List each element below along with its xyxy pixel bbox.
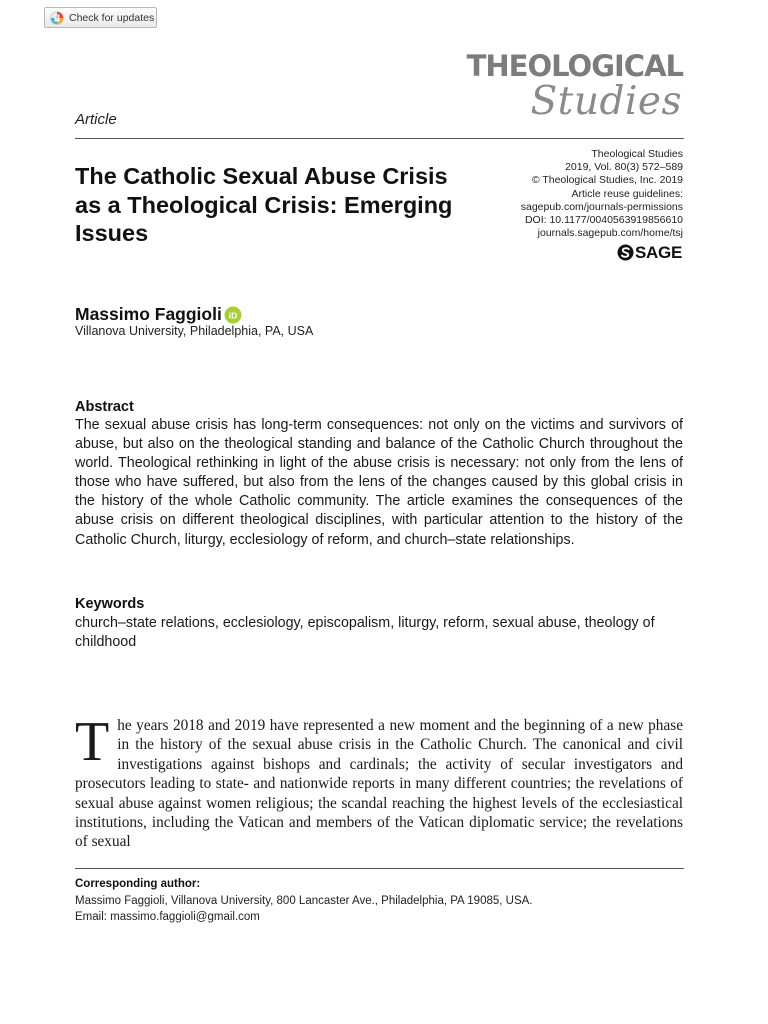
check-for-updates-button[interactable] xyxy=(44,7,157,28)
corresponding-author-email[interactable]: Email: massimo.faggioli@gmail.com xyxy=(75,911,260,923)
journal-name: Theological Studies xyxy=(591,148,683,160)
keywords-heading: Keywords xyxy=(75,596,145,612)
author-name: Massimo Faggioli xyxy=(75,304,222,324)
body-paragraph xyxy=(75,711,683,852)
sage-logo xyxy=(617,244,682,261)
copyright: © Theological Studies, Inc. 2019 xyxy=(531,174,683,187)
abstract-text: The sexual abuse crisis has long-term consequences: not only on the victims and survivors of abuse, but also on the theological standing and balance of the Catholic Church throughout the world. Theological rethinking in light of the abuse crisis is necessary: not only from the lens of those who have suffered, but also from the lens of the changes caused by this global crisis in the history of the whole Catholic community. The article examines the consequences of the abuse crisis on different theological disciplines, with particular attention to the history of the Catholic Church, liturgy, ecclesiology of reform, and church–state relationships. xyxy=(75,417,683,548)
orcid-icon[interactable] xyxy=(224,306,242,324)
publication-info xyxy=(521,148,683,240)
drop-cap: T xyxy=(75,711,110,773)
sage-emblem-icon xyxy=(617,244,634,261)
header-divider xyxy=(75,138,684,139)
corresponding-author-address: Massimo Faggioli, Villanova University, 800 Lancaster Ave., Philadelphia, PA 19085, USA. xyxy=(75,895,533,907)
crossmark-icon xyxy=(50,11,64,25)
reuse-guidelines-label: Article reuse guidelines: xyxy=(571,187,683,200)
check-for-updates-label: Check for updates xyxy=(69,11,155,24)
volume-info: 2019, Vol. 80(3) 572–589 xyxy=(565,161,683,174)
journal-logo-title: THEOLOGICAL xyxy=(466,49,683,83)
author-affiliation: Villanova University, Philadelphia, PA, USA xyxy=(75,324,314,338)
journal-home-link[interactable]: journals.sagepub.com/home/tsj xyxy=(537,227,683,240)
abstract-heading: Abstract xyxy=(75,399,134,415)
author-block xyxy=(75,304,242,325)
article-title: The Catholic Sexual Abuse Crisis as a Theological Crisis: Emerging Issues xyxy=(75,163,453,246)
article-type-label: Article xyxy=(75,111,117,128)
footnote-divider xyxy=(75,868,684,869)
journal-logo-subtitle: Studies xyxy=(530,79,682,124)
sage-logo-text: SAGE xyxy=(635,243,682,262)
doi-link[interactable]: DOI: 10.1177/0040563919856610 xyxy=(524,214,683,227)
keywords-text: church–state relations, ecclesiology, episcopalism, liturgy, reform, sexual abuse, theology of childhood xyxy=(75,615,655,651)
body-paragraph-text: he years 2018 and 2019 have represented a new moment and the beginning of a new phase in the history of the sexual abuse crisis in the Catholic Church. The canonical and civil investigations against bishops and cardinals; the activity of secular investigators and prosecutors leading to state- and nationwide reports in many different countries; the revelations of sexual abuse against women religious; the scandal reaching the highest levels of the ecclesiastical institutions, including the Vatican and members of the Vatican diplomatic service; the revelations of sexual xyxy=(75,717,683,851)
corresponding-author-heading: Corresponding author: xyxy=(75,878,201,890)
svg-text:iD: iD xyxy=(228,309,238,320)
permissions-link[interactable]: sagepub.com/journals-permissions xyxy=(520,200,683,213)
